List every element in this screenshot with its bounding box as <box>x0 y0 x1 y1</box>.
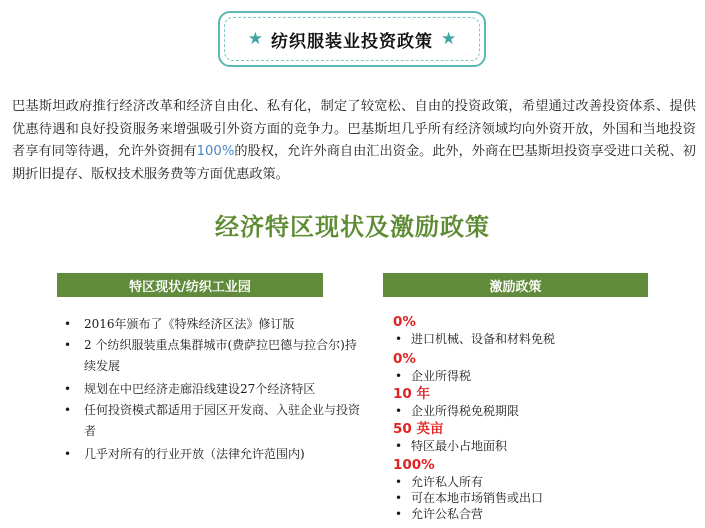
title-box <box>218 11 486 67</box>
incentive-item-text: 允许私人所有 <box>411 475 484 489</box>
bullet-icon: • <box>395 475 403 489</box>
list-item-text: 2016年颁布了《特殊经济区法》修订版 <box>84 317 295 331</box>
incentive-block <box>393 420 693 454</box>
bullet-icon: • <box>395 507 403 521</box>
page-title: 纺织服装业投资政策 <box>271 31 433 52</box>
incentive-item <box>393 490 693 506</box>
incentive-block <box>393 350 693 384</box>
incentive-item <box>393 506 693 522</box>
incentive-item-text: 企业所得税 <box>411 369 472 383</box>
bullet-icon: • <box>64 403 72 417</box>
section-heading: 经济特区现状及激励政策 <box>215 213 490 241</box>
list-item-text: 几乎对所有的行业开放（法律允许范围内) <box>84 447 305 461</box>
list-item <box>64 400 364 442</box>
bullet-icon: • <box>395 439 403 453</box>
star-icon-right: ★ <box>441 28 457 49</box>
intro-percent: 100% <box>196 144 235 159</box>
incentive-item-text: 特区最小占地面积 <box>411 439 508 453</box>
incentive-item-text: 企业所得税免税期限 <box>411 404 520 418</box>
list-item <box>64 379 364 400</box>
incentive-value: 10 年 <box>393 386 430 402</box>
bullet-icon: • <box>64 382 72 396</box>
bullet-icon: • <box>395 491 403 505</box>
incentive-item-text: 允许公私合营 <box>411 507 484 521</box>
intro-part-1: 巴基斯坦政府推行经济改革和经济自由化、私有化，制定了较宽松、自由的投资政策，希望通过改善投资体系、提供优惠待遇和良好投资服务来增强吸引外资方面的竞争力。巴基斯坦几乎所有经济领域均向外资开放，外国和当地投资者享有同等待遇，允许外资拥有 <box>12 99 696 159</box>
list-item-text: 2 个纺织服装重点集群城市(费萨拉巴德与拉合尔)持续发展 <box>84 338 357 373</box>
list-item <box>64 335 364 377</box>
list-item <box>64 444 364 465</box>
bullet-icon: • <box>395 332 403 346</box>
incentive-item <box>393 368 693 384</box>
incentive-item <box>393 403 693 419</box>
incentive-value: 0% <box>393 351 416 367</box>
incentive-item-text: 进口机械、设备和材料免税 <box>411 332 556 346</box>
list-item-text: 任何投资模式都适用于园区开发商、入驻企业与投资者 <box>84 403 361 438</box>
intro-paragraph <box>12 96 696 186</box>
left-column-header: 特区现状/纺织工业园 <box>57 273 323 297</box>
star-icon-left: ★ <box>247 28 263 49</box>
incentive-value: 100% <box>393 457 435 473</box>
incentive-block <box>393 385 693 419</box>
list-item <box>64 314 364 335</box>
bullet-icon: • <box>395 404 403 418</box>
title-box-inner <box>224 17 480 61</box>
incentive-item <box>393 438 693 454</box>
bullet-icon: • <box>64 338 72 352</box>
left-column-list <box>64 314 364 465</box>
incentive-item <box>393 331 693 347</box>
incentive-block <box>393 313 693 347</box>
incentive-value: 50 英亩 <box>393 421 444 437</box>
list-item-text: 规划在中巴经济走廊沿线建设27个经济特区 <box>84 382 316 396</box>
bullet-icon: • <box>64 317 72 331</box>
incentive-block <box>393 456 693 522</box>
bullet-icon: • <box>395 369 403 383</box>
incentive-item-text: 可在本地市场销售或出口 <box>411 491 544 505</box>
bullet-icon: • <box>64 447 72 461</box>
incentive-item <box>393 474 693 490</box>
incentive-value: 0% <box>393 314 416 330</box>
right-column-header: 激励政策 <box>383 273 648 297</box>
intro-part-2: 的股权，允许外商自由汇出资金。此外，外商在巴基斯坦投资享受进口关税、初期折旧提存、版权技术服务费等方面优惠政策。 <box>12 144 696 182</box>
